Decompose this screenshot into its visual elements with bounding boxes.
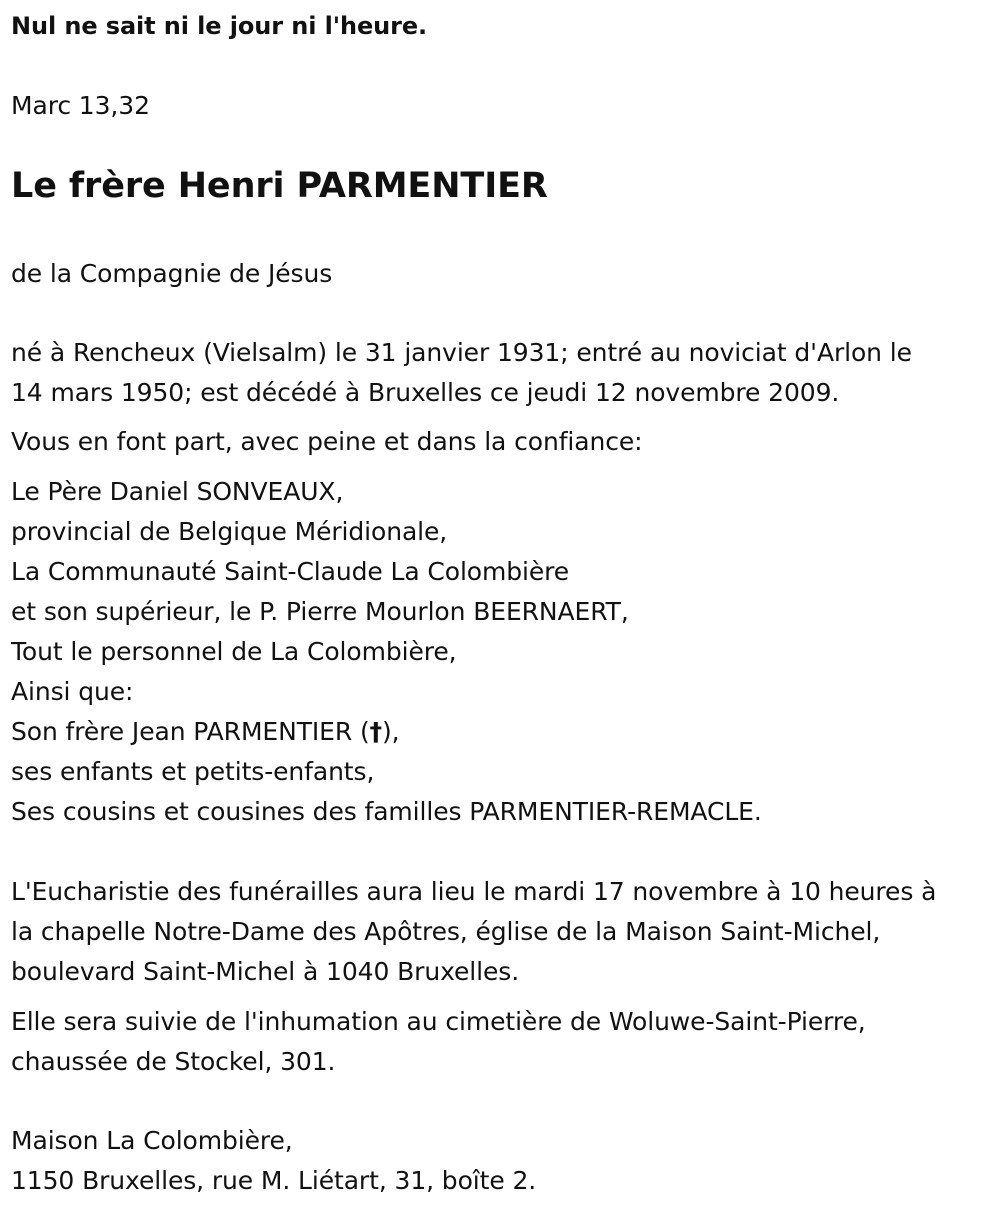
mourner-line: La Communauté Saint-Claude La Colombière bbox=[11, 557, 570, 586]
funeral-line: boulevard Saint-Michel à 1040 Bruxelles. bbox=[11, 957, 520, 986]
burial-line: chaussée de Stockel, 301. bbox=[11, 1047, 336, 1076]
address-line: 1150 Bruxelles, rue M. Liétart, 31, boîte 2. bbox=[11, 1166, 537, 1195]
religious-order: de la Compagnie de Jésus bbox=[11, 259, 333, 288]
mourner-line: Tout le personnel de La Colombière, bbox=[11, 637, 457, 666]
bible-verse: Marc 13,32 bbox=[11, 91, 150, 120]
family-line: ses enfants et petits-enfants, bbox=[11, 757, 375, 786]
bio-line: né à Rencheux (Vielsalm) le 31 janvier 1931; entré au noviciat d'Arlon le bbox=[11, 338, 912, 367]
funeral-line: la chapelle Notre-Dame des Apôtres, église de la Maison Saint-Michel, bbox=[11, 917, 881, 946]
brother-line bbox=[11, 712, 400, 752]
bio-line: 14 mars 1950; est décédé à Bruxelles ce jeudi 12 novembre 2009. bbox=[11, 378, 840, 407]
brother-name: Son frère Jean PARMENTIER ( bbox=[11, 717, 370, 746]
announcement: Vous en font part, avec peine et dans la confiance: bbox=[11, 427, 643, 456]
address-line: Maison La Colombière, bbox=[11, 1126, 293, 1155]
mourner-line: et son supérieur, le P. Pierre Mourlon BEERNAERT, bbox=[11, 597, 629, 626]
brother-close: ), bbox=[382, 717, 400, 746]
cross-icon: † bbox=[369, 717, 383, 746]
burial-line: Elle sera suivie de l'inhumation au cimetière de Woluwe-Saint-Pierre, bbox=[11, 1007, 866, 1036]
funeral-line: L'Eucharistie des funérailles aura lieu le mardi 17 novembre à 10 heures à bbox=[11, 877, 937, 906]
motto: Nul ne sait ni le jour ni l'heure. bbox=[11, 12, 428, 40]
deceased-name-title: Le frère Henri PARMENTIER bbox=[11, 166, 548, 206]
mourner-line: Le Père Daniel SONVEAUX, bbox=[11, 477, 344, 506]
family-line: Ses cousins et cousines des familles PARMENTIER-REMACLE. bbox=[11, 797, 762, 826]
mourner-line: provincial de Belgique Méridionale, bbox=[11, 517, 448, 546]
mourner-line: Ainsi que: bbox=[11, 677, 134, 706]
